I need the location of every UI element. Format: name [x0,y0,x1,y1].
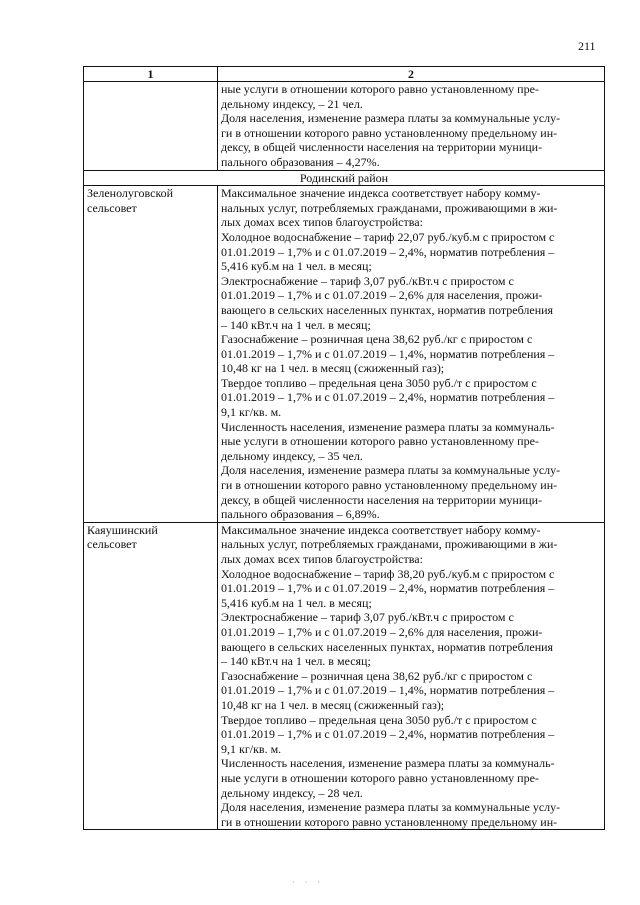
municipality-text-line: Газоснабжение – розничная цена 38,62 руб./кг с приростом с [221,332,533,347]
municipality-name-cell [84,522,218,829]
municipality-text-line: – 140 кВт.ч на 1 чел. в месяц; [221,317,371,332]
municipality-text-line: 10,48 кг на 1 чел. в месяц (сжиженный газ); [221,361,445,376]
municipality-text-line: лых домах всех типов благоустройства: [221,552,423,566]
municipality-text-line: Холодное водоснабжение – тариф 38,20 руб./куб.м с приростом с [221,566,555,581]
continuation-text-line: ные услуги в отношении которого равно установленному пре- [221,82,539,96]
table-row [84,186,605,523]
municipality-text-line: 01.01.2019 – 1,7% и с 01.07.2019 – 1,4%, норматив потребления – [221,346,555,361]
region-title: Родинский район [84,170,605,186]
municipality-text-line: 5,416 куб.м на 1 чел. в месяц; [221,595,372,610]
municipality-text-line: ги в отношении которого равно установленному предельному ин- [221,814,558,829]
municipality-text-line: нальных услуг, потребляемых гражданами, проживающими в жи- [221,200,558,215]
municipality-text-line: дельному индексу, – 28 чел. [221,785,363,800]
municipality-text-line: 9,1 кг/кв. м. [221,405,282,420]
table-header-row [84,67,605,82]
continuation-text-cell [218,82,605,171]
header-col-2: 2 [218,67,605,82]
municipality-text-line: дельному индексу, – 35 чел. [221,448,363,463]
continuation-text-line: дексу, в общей численности населения на территории муници- [221,140,543,155]
table-row [84,522,605,829]
municipality-text-line: Газоснабжение – розничная цена 38,62 руб./кг с приростом с [221,668,533,683]
municipality-name-line: сельсовет [87,200,137,215]
municipality-text-line: вающего в сельских населенных пунктах, норматив потребления [221,639,554,654]
continuation-text-line: пального образования – 4,27%. [221,154,380,169]
municipality-name-line: Зеленолуговской [87,186,174,201]
municipality-text-line: 5,416 куб.м на 1 чел. в месяц; [221,259,372,274]
municipality-text-line: Электроснабжение – тариф 3,07 руб./кВт.ч с приростом с [221,610,514,625]
municipality-name-line: сельсовет [87,537,137,552]
municipality-text-line: ги в отношении которого равно установленному предельному ин- [221,478,558,493]
municipality-text-line: Электроснабжение – тариф 3,07 руб./кВт.ч с приростом с [221,273,514,288]
municipality-text-line: Численность населения, изменение размера платы за коммуналь- [221,419,555,434]
continuation-text-line: ги в отношении которого равно установленному предельному ин- [221,125,558,140]
municipality-text-line: Численность населения, изменение размера платы за коммуналь- [221,756,555,771]
municipality-text-line: ные услуги в отношении которого равно установленному пре- [221,434,539,449]
municipality-text-line: – 140 кВт.ч на 1 чел. в месяц; [221,654,371,669]
continuation-text-line: Доля населения, изменение размера платы за коммунальные услу- [221,111,561,126]
header-col-1: 1 [84,67,218,82]
municipality-text-line: 01.01.2019 – 1,7% и с 01.07.2019 – 2,6% для населения, прожи- [221,288,543,303]
municipality-name-cell [84,186,218,523]
municipality-text-line: вающего в сельских населенных пунктах, норматив потребления [221,302,554,317]
municipality-text-line: Твердое топливо – предельная цена 3050 руб./т с приростом с [221,712,537,727]
municipality-text-line: 01.01.2019 – 1,7% и с 01.07.2019 – 2,4%, норматив потребления – [221,244,555,259]
municipality-text-line: Твердое топливо – предельная цена 3050 руб./т с приростом с [221,375,537,390]
municipality-text-line: 10,48 кг на 1 чел. в месяц (сжиженный газ); [221,697,445,712]
municipality-text-line: 01.01.2019 – 1,7% и с 01.07.2019 – 2,6% для населения, прожи- [221,624,543,639]
municipality-name-line: Каяушинский [87,522,158,537]
data-table [83,66,605,830]
municipality-text-line: пального образования – 6,89%. [221,507,380,522]
municipality-text-line: ные услуги в отношении которого равно установленному пре- [221,770,539,785]
municipality-text-cell [218,186,605,523]
municipality-text-line: 01.01.2019 – 1,7% и с 01.07.2019 – 2,4%, норматив потребления – [221,581,555,596]
municipality-text-cell [218,522,605,829]
region-row [84,170,605,186]
municipality-text-line: лых домах всех типов благоустройства: [221,215,423,230]
municipality-text-line: 9,1 кг/кв. м. [221,741,282,756]
municipality-text-line: нальных услуг, потребляемых гражданами, проживающими в жи- [221,537,558,552]
municipality-text-line: Максимальное значение индекса соответствует набору комму- [221,186,541,201]
municipality-text-line: 01.01.2019 – 1,7% и с 01.07.2019 – 2,4%, норматив потребления – [221,727,555,742]
municipality-text-line: дексу, в общей численности населения на территории муници- [221,492,543,507]
municipality-text-line: 01.01.2019 – 1,7% и с 01.07.2019 – 1,4%, норматив потребления – [221,683,555,698]
continuation-text-line: дельному индексу, – 21 чел. [221,96,363,111]
municipality-text-line: 01.01.2019 – 1,7% и с 01.07.2019 – 2,4%, норматив потребления – [221,390,555,405]
municipality-text-line: Максимальное значение индекса соответствует набору комму- [221,522,541,537]
continuation-name-cell [84,82,218,171]
municipality-text-line: Холодное водоснабжение – тариф 22,07 руб./куб.м с приростом с [221,229,555,244]
page-number: 211 [578,39,596,53]
scan-artifact: · · · [292,878,324,887]
continuation-row [84,82,605,171]
municipality-text-line: Доля населения, изменение размера платы за коммунальные услу- [221,463,561,478]
municipality-text-line: Доля населения, изменение размера платы за коммунальные услу- [221,800,561,815]
